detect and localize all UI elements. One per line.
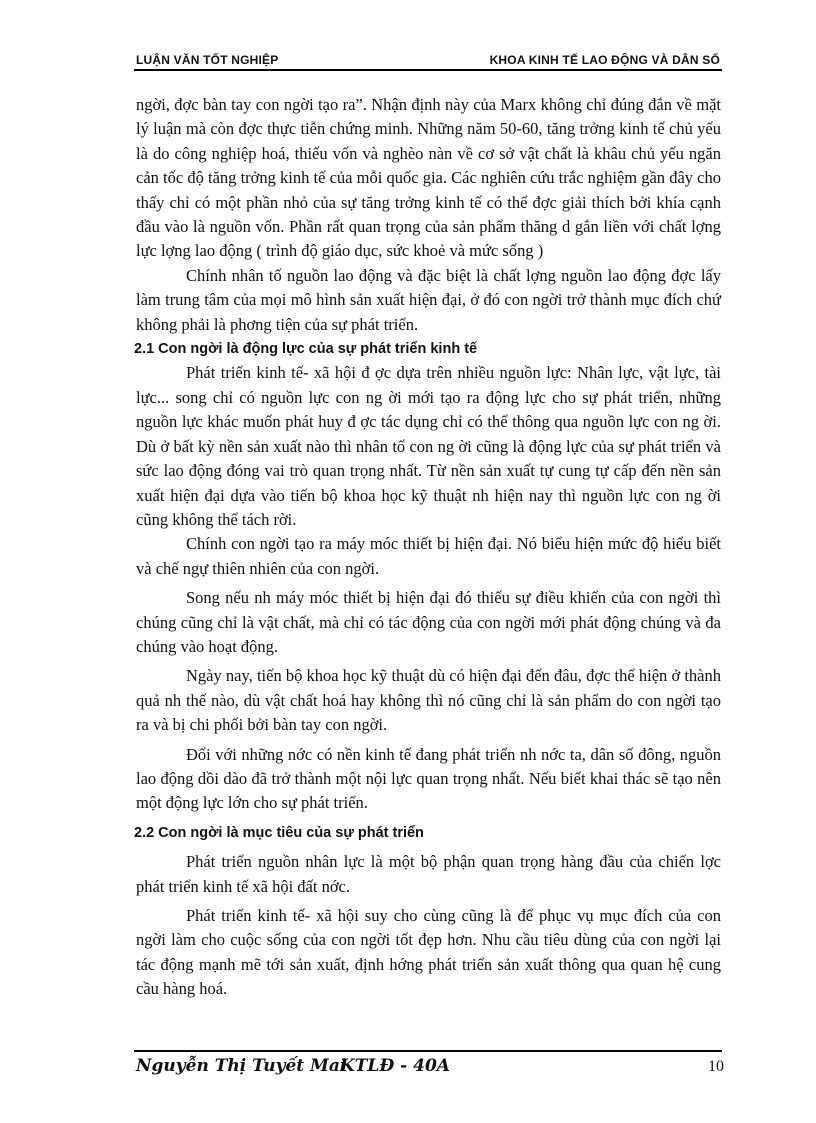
paragraph: Phát triển nguồn nhân lực là một bộ phận quan trọng hàng đầu của chiến lợc phát triển kinh tế xã hội đất nớc. bbox=[136, 852, 721, 896]
header-thesis-label: LUẬN VĂN TỐT NGHIỆP bbox=[136, 53, 279, 67]
footer-author: Nguyễn Thị Tuyết Mai bbox=[136, 1056, 347, 1076]
paragraph: Song nếu nh máy móc thiết bị hiện đại đó thiếu sự điều khiển của con ngời thì chúng cũng chỉ là vật chất, mà chỉ có tác động của con ngời mới phát động chúng và đa chúng vào hoạt động. bbox=[136, 588, 721, 656]
section-heading-2-2: 2.2 Con ngời là mục tiêu của sự phát triển bbox=[134, 824, 424, 841]
footer-class: KTLĐ - 40A bbox=[340, 1056, 450, 1076]
paragraph: ngời, đợc bàn tay con ngời tạo ra”. Nhận định này của Marx không chỉ đúng đắn về mặt lý luận mà còn đợc thực tiễn chứng minh. Những năm 50-60, tăng trởng kinh tế chủ yếu là do công nghiệp hoá, thiếu vốn và nghèo nàn về cơ sở vật chất là khâu chủ yếu ngăn cản tốc độ tăng trởng kinh tế của mỗi quốc gia. Các nghiên cứu trắc nghiệm gần đây cho thấy chỉ có một phần nhỏ của sự tăng trởng kinh tế có thể đợc giải thích bởi khía cạnh đầu vào là nguồn vốn. Phần rất quan trọng của sản phẩm thăng d gắn liền với chất lợng lực lợng lao động ( trình độ giáo dục, sức khoẻ và mức sống ) bbox=[136, 95, 721, 261]
footer-divider bbox=[134, 1050, 722, 1052]
page-number: 10 bbox=[708, 1058, 724, 1075]
header-divider bbox=[134, 69, 722, 71]
section-heading-2-1: 2.1 Con ngời là động lực của sự phát triển kinh tế bbox=[134, 341, 478, 358]
page-body bbox=[136, 93, 721, 1002]
paragraph: Phát triển kinh tế- xã hội suy cho cùng cũng là để phục vụ mục đích của con ngời làm cho cuộc sống của con ngời tốt đẹp hơn. Nhu cầu tiêu dùng của con ngời lại tác động mạnh mẽ tới sản xuất, định hớng phát triển sản xuất thông qua quan hệ cung cầu hàng hoá. bbox=[136, 906, 721, 999]
paragraph: Chính con ngời tạo ra máy móc thiết bị hiện đại. Nó biểu hiện mức độ hiểu biết và chế ngự thiên nhiên của con ngời. bbox=[136, 534, 721, 578]
header-faculty-label: KHOA KINH TẾ LAO ĐỘNG VÀ DÂN SỐ bbox=[489, 53, 720, 67]
paragraph: Chính nhân tố nguồn lao động và đặc biệt là chất lợng nguồn lao động đợc lấy làm trung tâm của mọi mô hình sản xuất hiện đại, ở đó con ngời trở thành mục đích chứ không phải là phơng tiện của sự phát triển. bbox=[136, 265, 721, 334]
paragraph: Đối với những nớc có nền kinh tế đang phát triển nh nớc ta, dân số đông, nguồn lao động dồi dào đã trở thành một nội lực quan trọng nhất. Nếu biết khai thác sẽ tạo nên một động lực lớn cho sự phát triển. bbox=[136, 744, 721, 813]
paragraph: Ngày nay, tiến bộ khoa học kỹ thuật dù có hiện đại đến đâu, đợc thể hiện ở thành quả nh thế nào, dù vật chất hoá hay không thì nó cũng chỉ là sản phẩm do con ngời tạo ra và bị chi phối bởi bàn tay con ngời. bbox=[136, 666, 721, 735]
paragraph: Phát triển kinh tế- xã hội đ ợc dựa trên nhiều nguồn lực: Nhân lực, vật lực, tài lực... song chỉ có nguồn lực con ng ời mới tạo ra động lực cho sự phát triển, những nguồn lực khác muốn phát huy đ ợc tác dụng chỉ có thể thông qua nguồn lực con ng ời. Dù ở bất kỳ nền sản xuất nào thì nhân tố con ng ời cũng là động lực của sự phát triển và sức lao động đóng vai trò quan trọng nhất. Từ nền sản xuất tự cung tự cấp đến nền sản xuất hiện đại dựa vào tiến bộ khoa học kỹ thuật nh hiện nay thì nguồn lực con ng ời cũng không thể tách rời. bbox=[136, 363, 721, 529]
